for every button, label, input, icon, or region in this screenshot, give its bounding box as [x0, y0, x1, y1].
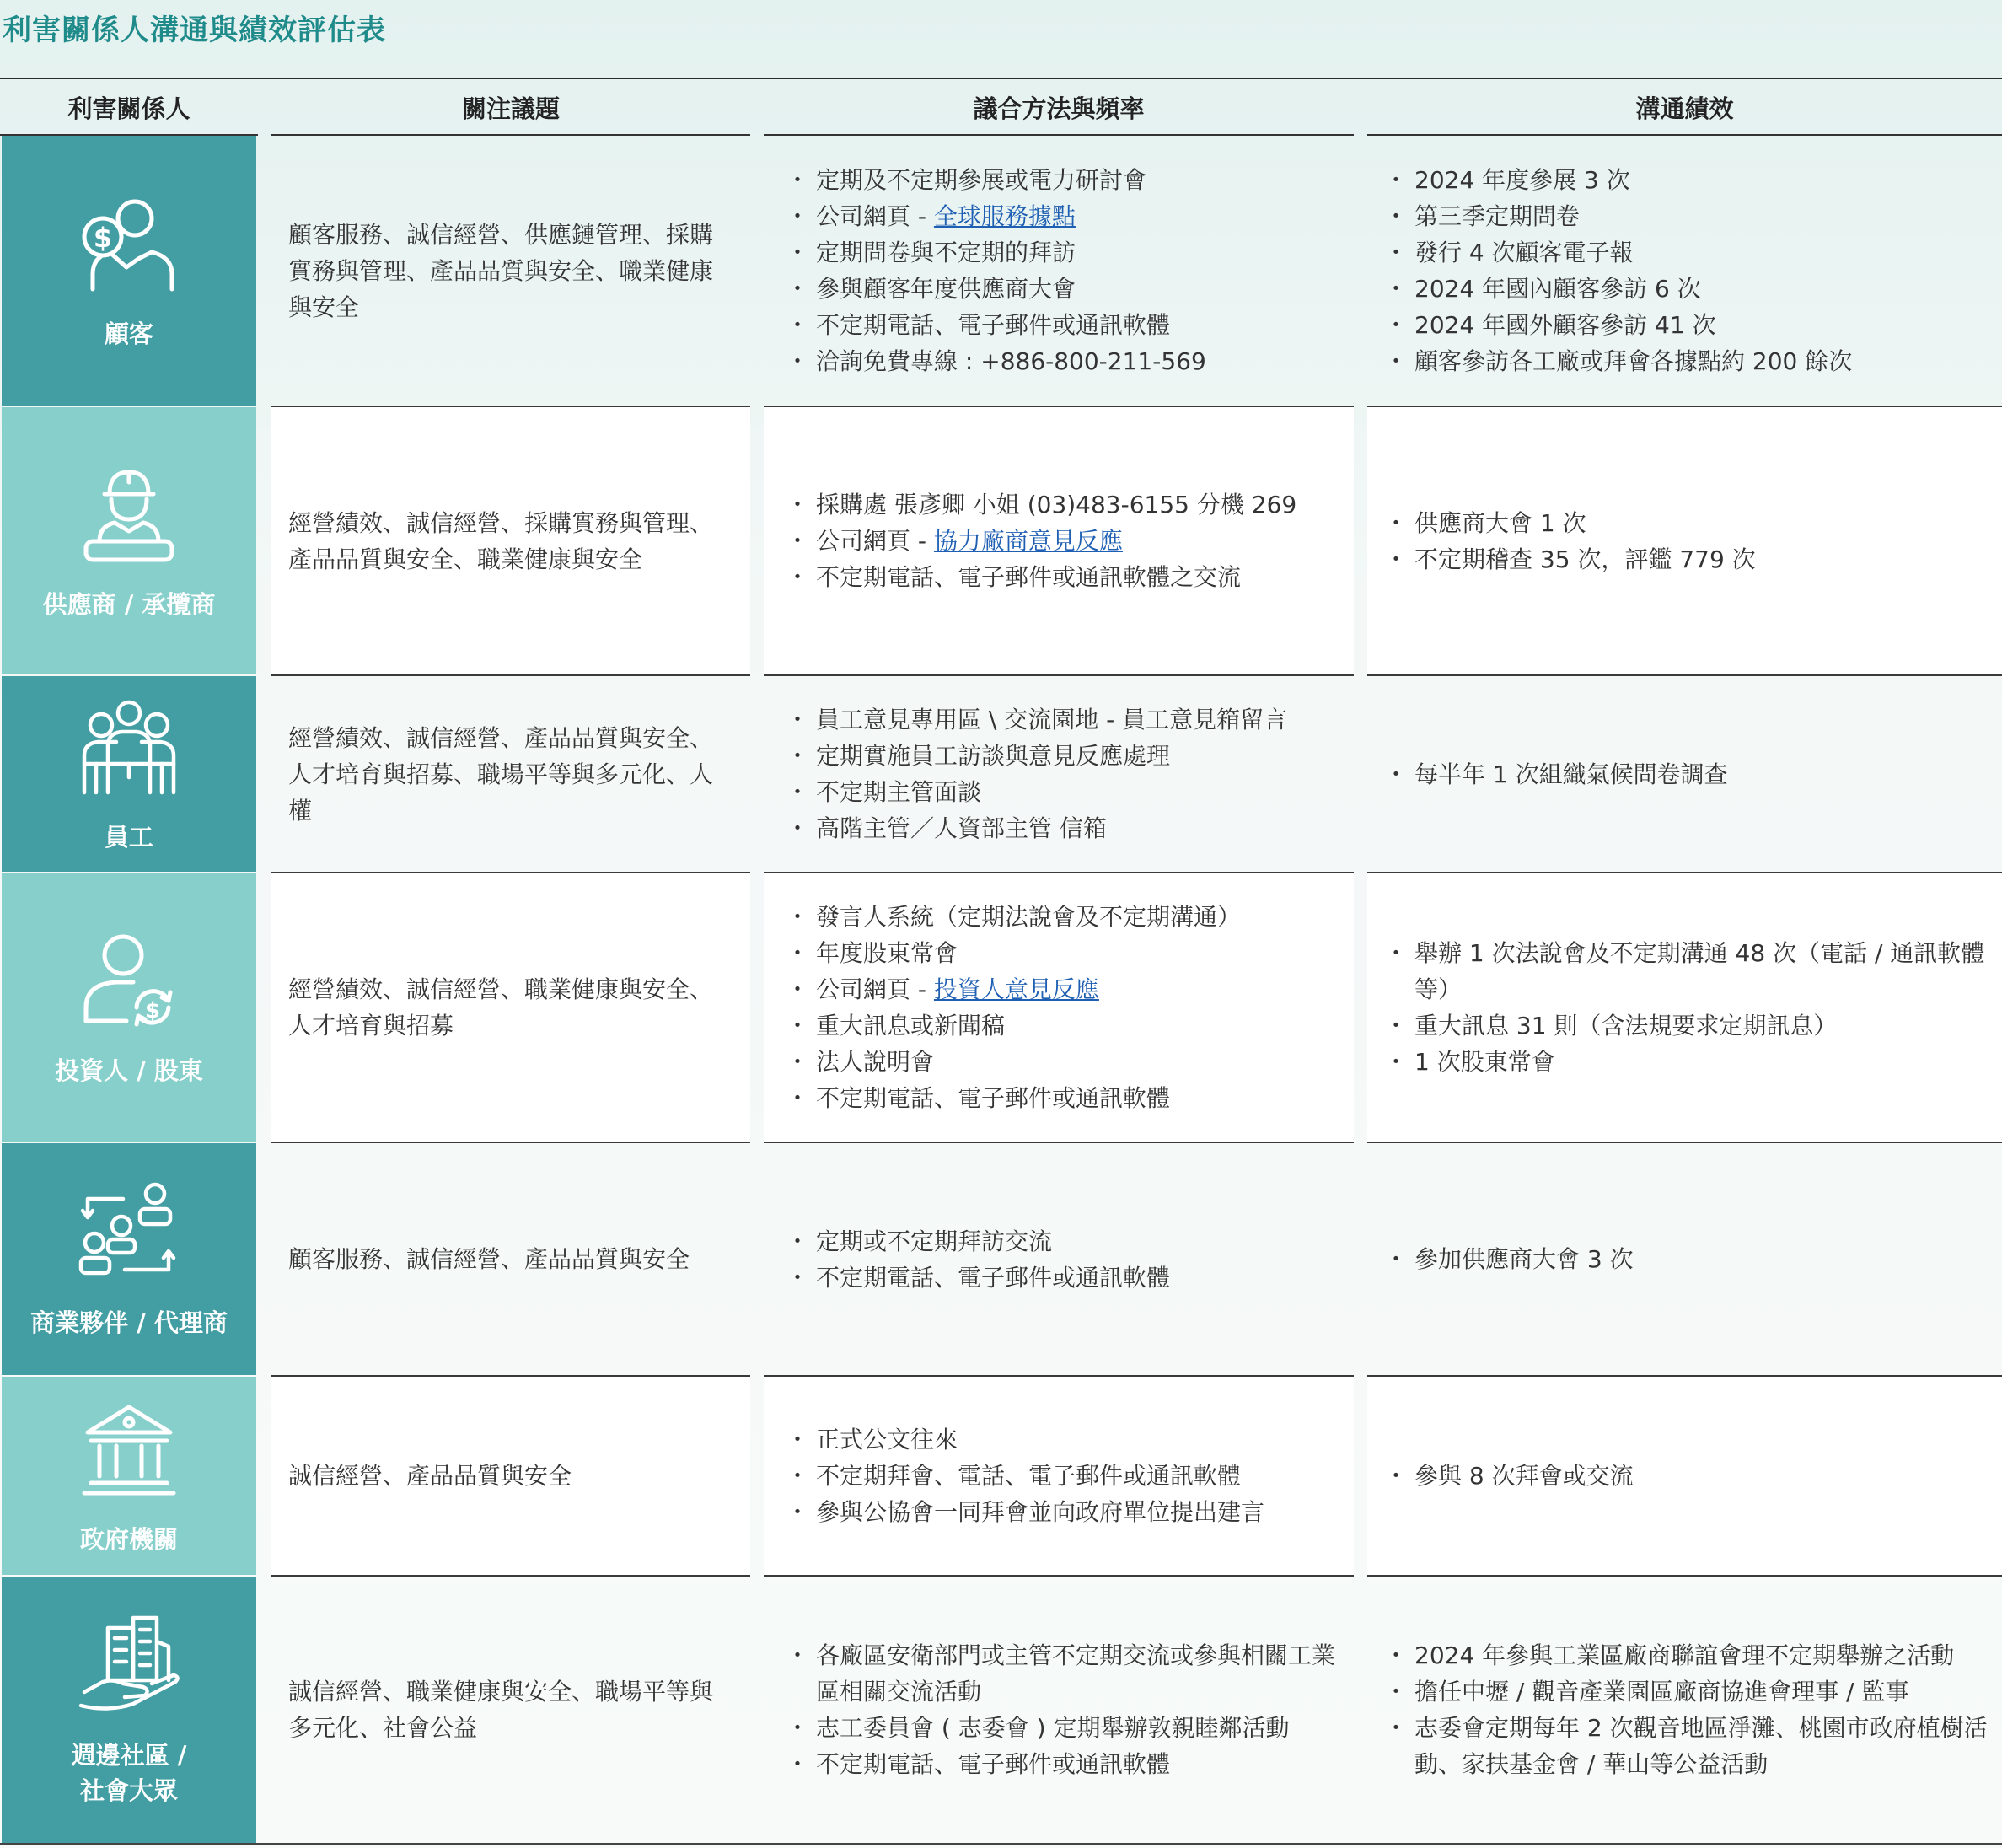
stakeholder-cell [2, 1143, 256, 1375]
method-text: 不定期電話、電子郵件或通訊軟體之交流 [816, 563, 1242, 591]
list-item [791, 271, 1206, 307]
stakeholder-label: 顧客 [104, 320, 153, 348]
list-item [791, 162, 1206, 198]
methods-list [791, 1223, 1170, 1296]
list-item [791, 971, 1241, 1007]
list-item: ・ 2024 年國外顧客參訪 41 次 [1389, 307, 1852, 343]
method-text: 正式公文往來 [816, 1426, 958, 1453]
stakeholder-cell [2, 1377, 256, 1575]
method-text: 志工委員會 ( 志委會 ) 定期舉辦敦親睦鄰活動 [816, 1714, 1290, 1742]
list-item [791, 701, 1287, 738]
performance-cell [1367, 1143, 2002, 1375]
list-item: ・ 1 次股東常會 [1389, 1044, 1990, 1080]
stakeholder-label: 政府機關 [79, 1524, 178, 1554]
list-item: ・ 志委會定期每年 2 次觀音地區淨灘、桃園市政府植樹活動、家扶基金會 / 華山等公益活動 [1389, 1710, 1990, 1782]
method-text: 法人說明會 [816, 1048, 935, 1076]
method-text: 採購處 張彥卿 小姐 (03)483-6155 分機 269 [816, 491, 1297, 518]
method-text: 高階主管／人資部主管 信箱 [816, 814, 1107, 842]
method-text: 不定期電話、電子郵件或通訊軟體 [816, 1263, 1171, 1292]
list-item [791, 899, 1241, 935]
list-item [791, 486, 1296, 523]
list-item: ・ 2024 年國內顧客參訪 6 次 [1389, 271, 1852, 307]
methods-list [791, 1637, 1337, 1782]
method-text: 公司網頁 - [816, 527, 934, 555]
list-item [791, 1637, 1337, 1710]
list-item [791, 1421, 1264, 1458]
list-item: ・ 參與 8 次拜會或交流 [1389, 1458, 1634, 1494]
list-item [791, 1710, 1337, 1746]
method-link[interactable]: 全球服務據點 [933, 202, 1076, 230]
list-item [791, 523, 1296, 559]
methods-cell [764, 1577, 1354, 1843]
government-building-icon [74, 1395, 184, 1508]
svg-text:$: $ [93, 222, 113, 254]
stakeholder-cell [2, 136, 256, 406]
method-text: 重大訊息或新聞稿 [816, 1012, 1006, 1040]
method-text: 參與顧客年度供應商大會 [816, 275, 1076, 303]
method-text: 不定期電話、電子郵件或通訊軟體 [816, 1750, 1171, 1778]
list-item [791, 1223, 1170, 1260]
performance-cell [1367, 136, 2002, 406]
methods-cell [764, 1143, 1354, 1375]
stakeholder-label: 週邊社區 / 社會大眾 [71, 1741, 187, 1805]
methods-list [791, 899, 1241, 1116]
method-text: 公司網頁 - [816, 975, 934, 1003]
methods-cell [764, 407, 1354, 674]
list-item: ・ 每半年 1 次組織氣候問卷調查 [1389, 756, 1728, 792]
list-item [791, 343, 1206, 379]
header-issues: 關注議題 [461, 94, 560, 123]
issues-cell [271, 407, 750, 674]
method-text: 不定期主管面談 [816, 778, 982, 806]
stakeholder-label: 員工 [104, 823, 153, 851]
list-item [791, 774, 1287, 810]
method-text: 發言人系統（定期法說會及不定期溝通） [816, 903, 1242, 931]
list-item [791, 810, 1287, 846]
issues-cell [271, 873, 750, 1142]
method-link[interactable]: 投資人意見反應 [933, 975, 1099, 1003]
methods-cell [764, 676, 1354, 872]
method-text: 不定期拜會、電話、電子郵件或通訊軟體 [816, 1462, 1242, 1490]
issues-cell [271, 1577, 750, 1843]
hardhat-worker-icon [74, 460, 184, 573]
stakeholder-cell [2, 1577, 256, 1843]
employees-group-icon [74, 693, 184, 806]
list-item [791, 738, 1287, 774]
list-item: ・ 2024 年參與工業區廠商聯誼會理不定期舉辦之活動 [1389, 1637, 1990, 1673]
performance-list [1389, 505, 1756, 578]
list-item [791, 198, 1206, 234]
method-text: 不定期電話、電子郵件或通訊軟體 [816, 311, 1171, 339]
list-item: ・ 重大訊息 31 則（含法規要求定期訊息） [1389, 1007, 1990, 1044]
investor-dollar-icon [74, 927, 184, 1040]
performance-cell [1367, 676, 2002, 872]
list-item [791, 307, 1206, 343]
list-item [791, 1746, 1337, 1782]
performance-cell [1367, 1377, 2002, 1575]
list-item [791, 935, 1241, 971]
header-performance: 溝通績效 [1635, 94, 1734, 123]
page-title: 利害關係人溝通與績效評估表 [3, 13, 386, 47]
issues-cell [271, 1377, 750, 1575]
issues-text: 誠信經營、產品品質與安全 [288, 1462, 572, 1490]
issues-text: 經營績效、誠信經營、產品品質與安全、人才培育與招募、職場平等與多元化、人權 [288, 723, 714, 825]
partners-exchange-icon [74, 1179, 184, 1292]
performance-list [1389, 756, 1728, 792]
methods-list [791, 701, 1287, 846]
list-item: ・ 參加供應商大會 3 次 [1389, 1241, 1634, 1277]
svg-text:$: $ [144, 998, 161, 1023]
methods-list [791, 162, 1206, 379]
performance-list [1389, 1241, 1634, 1277]
list-item [791, 1080, 1241, 1116]
method-text: 各廠區安衛部門或主管不定期交流或參與相關工業區相關交流活動 [816, 1641, 1336, 1706]
methods-list [791, 1421, 1264, 1530]
issues-text: 顧客服務、誠信經營、產品品質與安全 [288, 1245, 690, 1273]
list-item [791, 1260, 1170, 1296]
customer-dollar-icon [74, 190, 184, 303]
method-text: 定期問卷與不定期的拜訪 [816, 239, 1076, 266]
list-item: ・ 擔任中壢 / 觀音產業園區廠商協進會理事 / 監事 [1389, 1673, 1990, 1710]
list-item [791, 234, 1206, 271]
method-text: 定期或不定期拜訪交流 [816, 1227, 1053, 1255]
list-item [791, 559, 1296, 595]
community-hand-icon [74, 1611, 184, 1724]
methods-cell [764, 873, 1354, 1142]
issues-text: 經營績效、誠信經營、採購實務與管理、產品品質與安全、職業健康與安全 [288, 508, 714, 573]
list-item: ・ 舉辦 1 次法說會及不定期溝通 48 次（電話 / 通訊軟體等） [1389, 935, 1990, 1007]
list-item: ・ 供應商大會 1 次 [1389, 505, 1756, 541]
issues-text: 經營績效、誠信經營、職業健康與安全、人才培育與招募 [288, 975, 714, 1040]
stakeholder-label: 供應商 / 承攬商 [42, 589, 216, 619]
header-methods: 議合方法與頻率 [973, 94, 1145, 123]
issues-cell [271, 136, 750, 406]
performance-list [1389, 1637, 1990, 1782]
method-text: 員工意見專用區 \ 交流園地 - 員工意見箱留言 [816, 706, 1288, 733]
header-stakeholder: 利害關係人 [67, 94, 191, 123]
stakeholder-label: 投資人 / 股東 [55, 1056, 203, 1085]
stakeholder-cell [2, 873, 256, 1142]
performance-cell [1367, 873, 2002, 1142]
list-item: ・ 2024 年度參展 3 次 [1389, 162, 1852, 198]
methods-cell [764, 1377, 1354, 1575]
method-text: 洽詢免費專線 : +886-800-211-569 [816, 347, 1206, 375]
performance-list [1389, 935, 1990, 1080]
method-text: 不定期電話、電子郵件或通訊軟體 [816, 1084, 1171, 1112]
stakeholder-cell [2, 676, 256, 872]
list-item: ・ 第三季定期問卷 [1389, 198, 1852, 234]
method-link[interactable]: 協力廠商意見反應 [933, 527, 1123, 555]
method-text: 參與公協會一同拜會並向政府單位提出建言 [816, 1498, 1265, 1526]
issues-text: 誠信經營、職業健康與安全、職場平等與多元化、社會公益 [288, 1678, 714, 1742]
performance-list [1389, 162, 1852, 379]
list-item [791, 1458, 1264, 1494]
issues-cell [271, 1143, 750, 1375]
performance-cell [1367, 1577, 2002, 1843]
methods-cell [764, 136, 1354, 406]
issues-cell [271, 676, 750, 872]
method-text: 定期實施員工訪談與意見反應處理 [816, 742, 1171, 770]
issues-text: 顧客服務、誠信經營、供應鏈管理、採購實務與管理、產品品質與安全、職業健康與安全 [288, 220, 714, 321]
list-item: ・ 發行 4 次顧客電子報 [1389, 234, 1852, 271]
list-item [791, 1494, 1264, 1530]
method-text: 年度股東常會 [816, 939, 958, 967]
list-item: ・ 顧客參訪各工廠或拜會各據點約 200 餘次 [1389, 343, 1852, 379]
stakeholder-cell [2, 407, 256, 674]
method-text: 公司網頁 - [816, 202, 934, 230]
stakeholder-label: 商業夥伴 / 代理商 [30, 1308, 228, 1337]
bottom-rule [0, 1843, 2002, 1845]
performance-list [1389, 1458, 1634, 1494]
method-text: 定期及不定期參展或電力研討會 [816, 166, 1147, 194]
methods-list [791, 486, 1296, 595]
list-item: ・ 不定期稽查 35 次，評鑑 779 次 [1389, 541, 1756, 578]
list-item [791, 1007, 1241, 1044]
performance-cell [1367, 407, 2002, 674]
list-item [791, 1044, 1241, 1080]
